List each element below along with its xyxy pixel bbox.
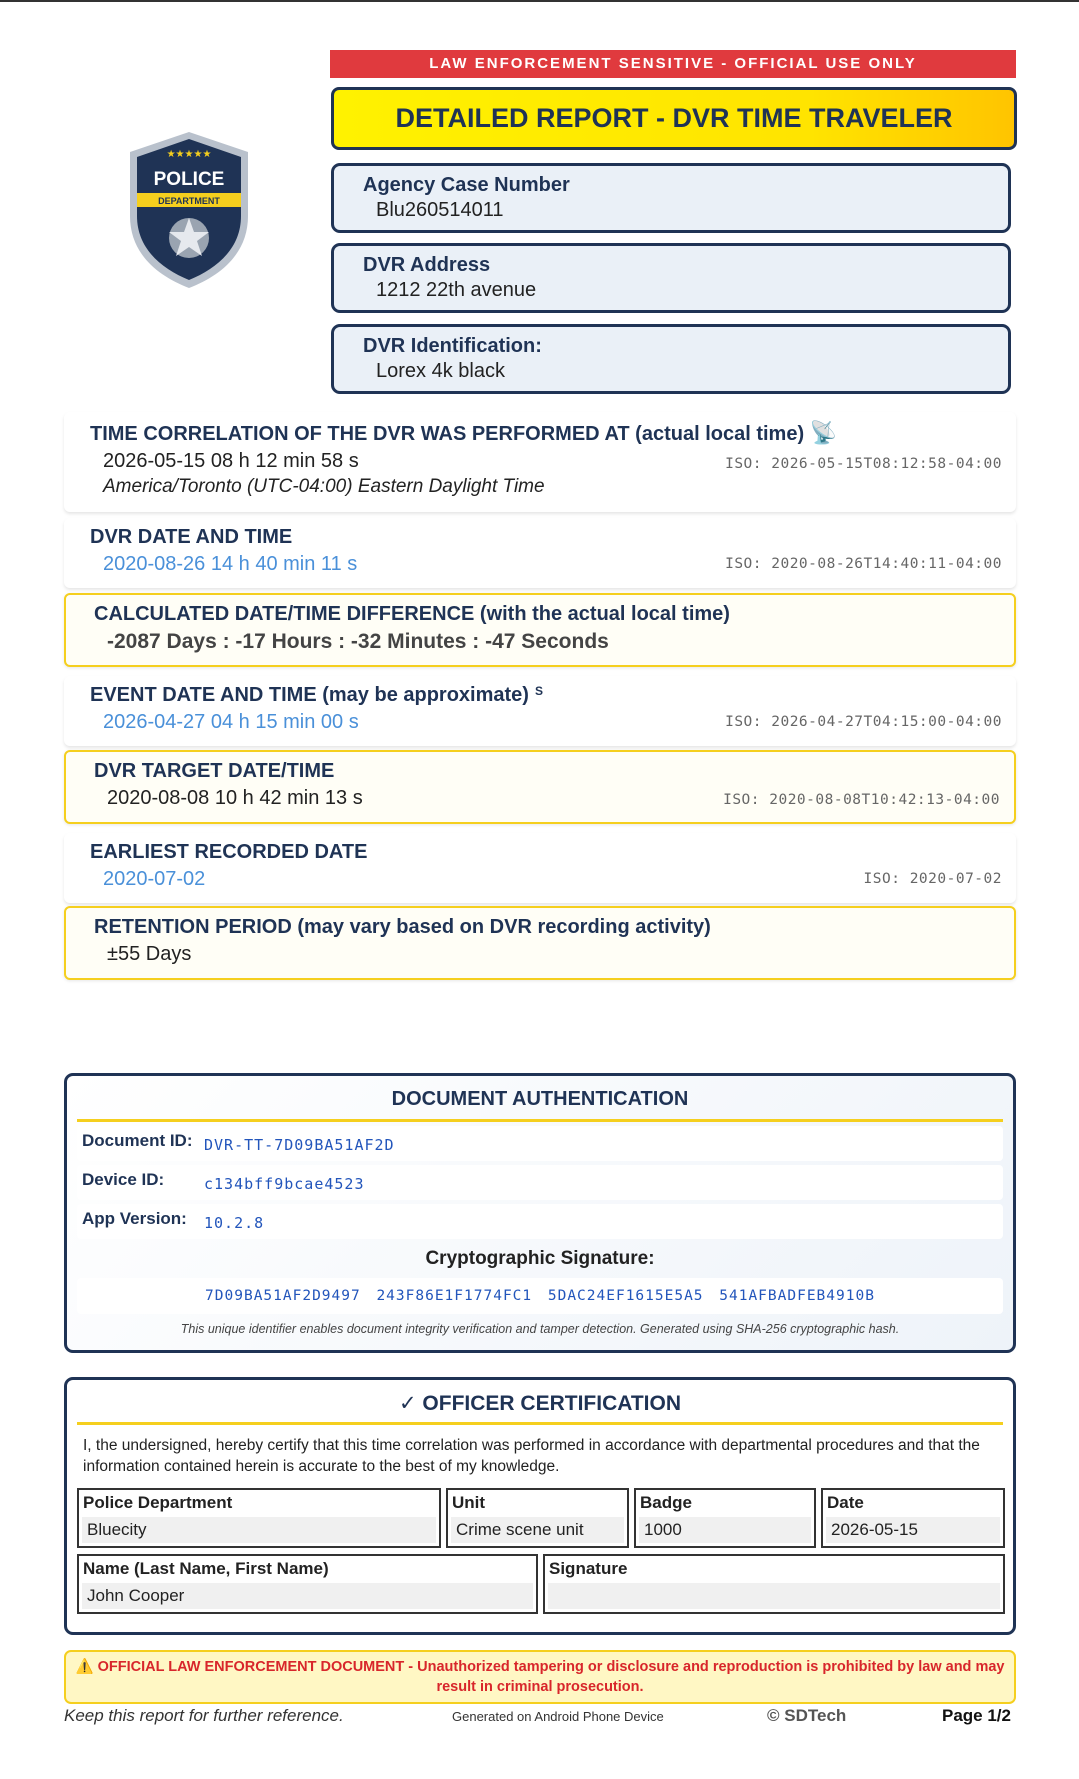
- unit-field[interactable]: Crime scene unit: [451, 1517, 624, 1543]
- officer-certification-panel: [64, 1377, 1016, 1635]
- dvr-datetime-row: [64, 518, 1016, 588]
- police-department-field[interactable]: Bluecity: [82, 1517, 436, 1543]
- time-correlation-heading: TIME CORRELATION OF THE DVR WAS PERFORMED AT (actual local time) 📡: [90, 420, 838, 445]
- device-id-label: Device ID:: [82, 1170, 165, 1189]
- signature-box: [543, 1554, 1005, 1614]
- event-datetime-heading: EVENT DATE AND TIME (may be approximate) $^S$: [90, 684, 543, 706]
- event-marker: S: [534, 684, 543, 698]
- logo-top-text: POLICE: [153, 169, 225, 190]
- date-field[interactable]: 2026-05-15: [826, 1517, 1000, 1543]
- police-department-box: [77, 1488, 441, 1548]
- time-difference-value: -2087 Days : -17 Hours : -32 Minutes : -47 Seconds: [107, 630, 609, 653]
- officer-name-field[interactable]: John Cooper: [82, 1583, 533, 1609]
- time-correlation-timezone: America/Toronto (UTC-04:00) Eastern Daylight Time: [103, 476, 545, 497]
- document-id-label: Document ID:: [82, 1131, 193, 1150]
- dvr-address-value: 1212 22th avenue: [376, 279, 537, 301]
- footer-page-number: Page 1/2: [942, 1706, 1011, 1725]
- satellite-dish-icon: 📡: [809, 420, 838, 445]
- authentication-divider: [77, 1119, 1003, 1122]
- signature-title: Cryptographic Signature:: [425, 1248, 655, 1269]
- report-title: DETAILED REPORT - DVR TIME TRAVELER: [331, 87, 1017, 150]
- top-rule: [0, 0, 1079, 2]
- unit-label: Unit: [452, 1493, 486, 1512]
- event-datetime-row: [64, 676, 1016, 746]
- retention-value: ±55 Days: [107, 943, 192, 965]
- earliest-date-row: [64, 833, 1016, 903]
- certification-statement: I, the undersigned, hereby certify that this time correlation was performed in accordance with departmental procedures and that the information contained herein is accurate to the best of my knowledge.: [83, 1437, 980, 1475]
- dvr-target-row: [64, 750, 1016, 824]
- police-badge-logo: [126, 130, 252, 290]
- certification-title: ✓ OFFICER CERTIFICATION: [398, 1392, 682, 1415]
- badge-label: Badge: [640, 1493, 692, 1512]
- event-datetime-value: 2026-04-27 04 h 15 min 00 s: [103, 711, 359, 733]
- unit-box: [446, 1488, 629, 1548]
- officer-name-box: [77, 1554, 538, 1614]
- agency-case-value: Blu260514011: [376, 199, 504, 221]
- app-version-field: [77, 1204, 1003, 1239]
- warning-icon: ⚠️ OFFICIAL LAW ENFORCEMENT DOCUMENT: [75, 1659, 405, 1675]
- dvr-target-value: 2020-08-08 10 h 42 min 13 s: [107, 787, 363, 809]
- time-correlation-value: 2026-05-15 08 h 12 min 58 s: [103, 450, 359, 472]
- time-difference-row: [64, 593, 1016, 667]
- dvr-datetime-iso: ISO: 2020-08-26T14:40:11-04:00: [725, 556, 1002, 572]
- date-label: Date: [827, 1493, 864, 1512]
- document-authentication-panel: [64, 1073, 1016, 1353]
- time-difference-heading: CALCULATED DATE/TIME DIFFERENCE (with the actual local time): [94, 603, 730, 625]
- dvr-identification-label: DVR Identification:: [363, 335, 542, 357]
- dvr-target-iso: ISO: 2020-08-08T10:42:13-04:00: [723, 792, 1000, 808]
- legal-warning: [64, 1650, 1016, 1704]
- certification-divider: [77, 1422, 1003, 1425]
- app-version-label: App Version:: [82, 1209, 187, 1228]
- footer-generated: Generated on Android Phone Device: [452, 1709, 664, 1724]
- officer-name-label: Name (Last Name, First Name): [83, 1559, 329, 1578]
- event-datetime-iso: ISO: 2026-04-27T04:15:00-04:00: [725, 714, 1002, 730]
- warning-text: - Unauthorized tampering or disclosure and reproduction is prohibited by law and may result in criminal prosecution.: [404, 1659, 1005, 1695]
- time-correlation-row: [64, 412, 1016, 512]
- signature-field[interactable]: [548, 1583, 1000, 1609]
- dvr-identification-box: [331, 324, 1011, 394]
- dvr-address-box: [331, 243, 1011, 313]
- agency-case-label: Agency Case Number: [363, 174, 570, 196]
- logo-band-text: DEPARTMENT: [158, 196, 220, 206]
- police-department-label: Police Department: [83, 1493, 233, 1512]
- retention-heading: RETENTION PERIOD (may vary based on DVR recording activity): [94, 916, 711, 938]
- app-version-value: 10.2.8: [204, 1214, 265, 1232]
- dvr-address-label: DVR Address: [363, 254, 491, 276]
- device-id-value: c134bff9bcae4523: [204, 1175, 365, 1193]
- earliest-date-heading: EARLIEST RECORDED DATE: [90, 841, 368, 863]
- agency-case-box: [331, 163, 1011, 233]
- retention-row: [64, 906, 1016, 980]
- dvr-identification-value: Lorex 4k black: [376, 360, 505, 382]
- dvr-target-heading: DVR TARGET DATE/TIME: [94, 760, 335, 782]
- authentication-title: DOCUMENT AUTHENTICATION: [391, 1088, 689, 1110]
- signature-label: Signature: [549, 1559, 628, 1578]
- authentication-note: This unique identifier enables document integrity verification and tamper detection. Generated using SHA-256 cryptographic hash.: [180, 1322, 900, 1336]
- document-id-field: [77, 1126, 1003, 1161]
- sensitivity-banner: LAW ENFORCEMENT SENSITIVE - OFFICIAL USE ONLY: [330, 50, 1016, 78]
- earliest-date-iso: ISO: 2020-07-02: [863, 871, 1002, 887]
- date-box: [821, 1488, 1005, 1548]
- device-id-field: [77, 1165, 1003, 1200]
- logo-stars: ★★★★★: [166, 149, 212, 160]
- footer-copyright: © SDTech: [767, 1706, 847, 1725]
- time-correlation-iso: ISO: 2026-05-15T08:12:58-04:00: [725, 456, 1002, 472]
- footer-keep-note: Keep this report for further reference.: [64, 1706, 344, 1725]
- cryptographic-signature: 7D09BA51AF2D9497 243F86E1F1774FC1 5DAC24EF1615E5A5 541AFBADFEB4910B: [77, 1278, 1003, 1314]
- dvr-datetime-value: 2020-08-26 14 h 40 min 11 s: [103, 553, 358, 575]
- earliest-date-value: 2020-07-02: [103, 868, 206, 890]
- badge-box: [634, 1488, 816, 1548]
- document-id-value: DVR-TT-7D09BA51AF2D: [204, 1136, 395, 1154]
- dvr-datetime-heading: DVR DATE AND TIME: [90, 526, 293, 548]
- badge-field[interactable]: 1000: [639, 1517, 811, 1543]
